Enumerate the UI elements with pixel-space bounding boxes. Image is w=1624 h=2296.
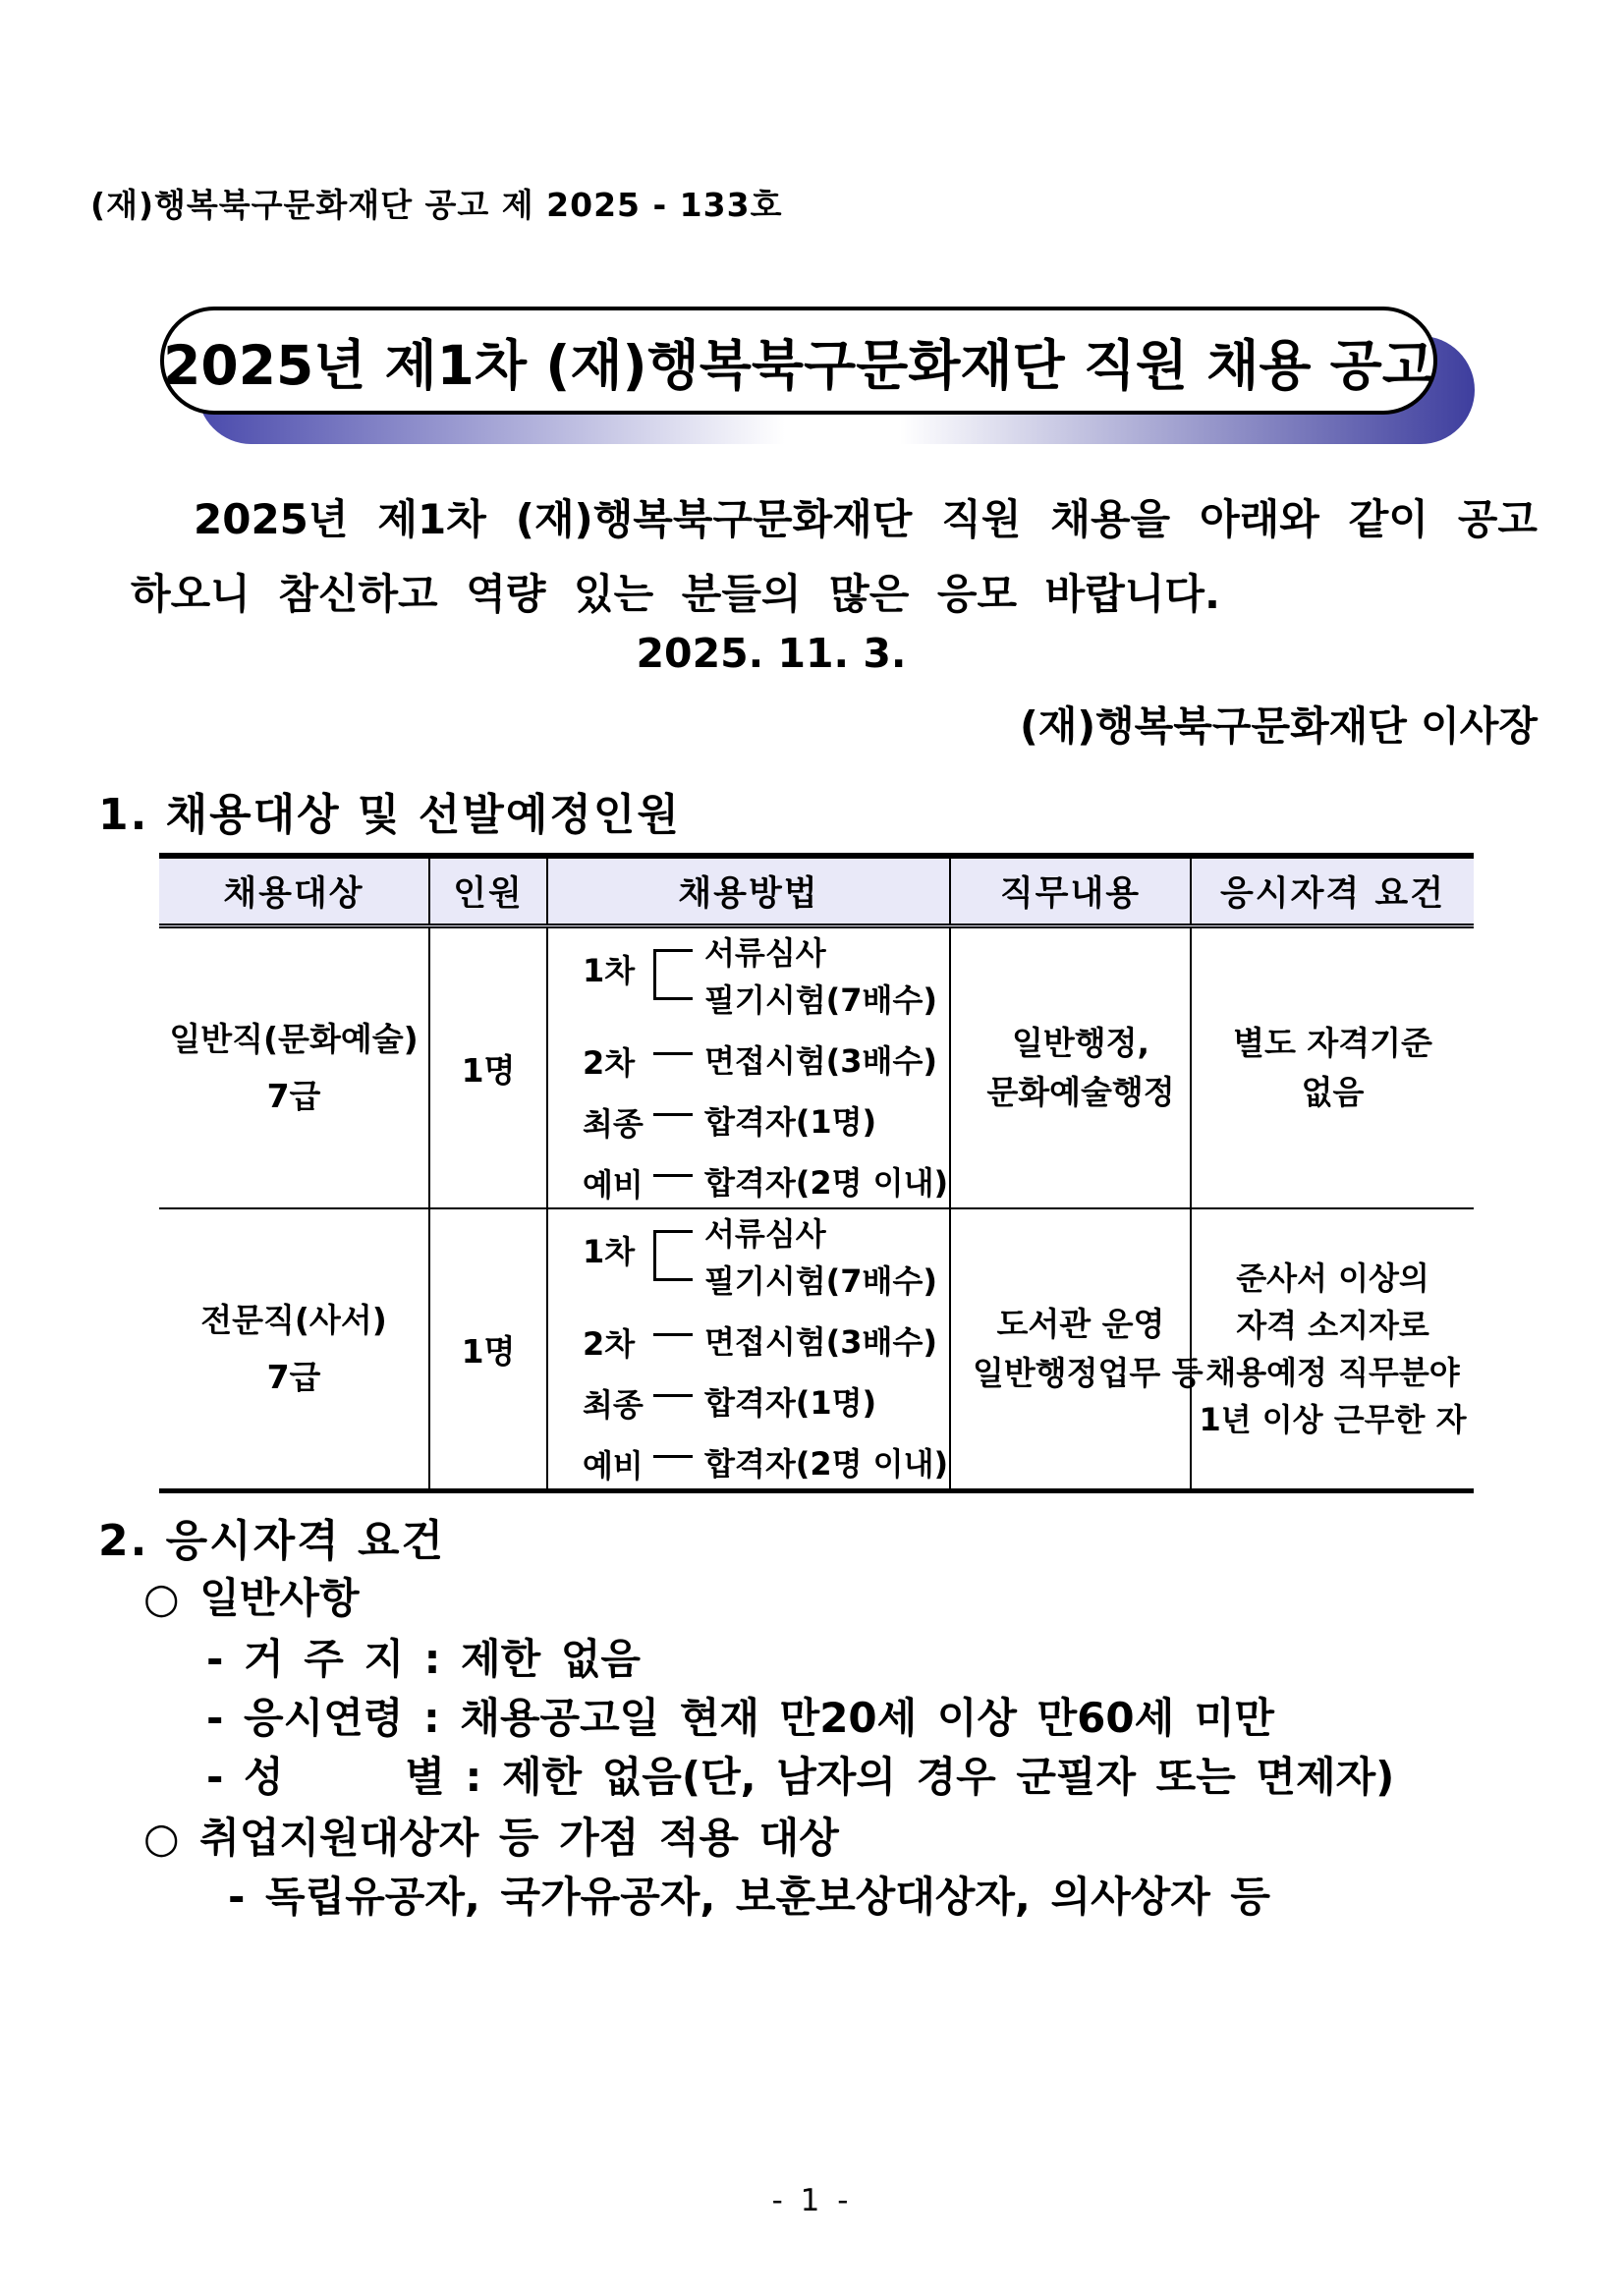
dash-connector xyxy=(653,1455,693,1458)
cell-duty: 도서관 운영 일반행정업무 등 xyxy=(950,1208,1191,1491)
dash-connector xyxy=(653,1113,693,1116)
dash-connector xyxy=(653,1394,693,1397)
announcement-date: 2025. 11. 3. xyxy=(636,630,907,677)
dash-connector xyxy=(653,1052,693,1055)
dash-connector xyxy=(653,1174,693,1177)
cell-method: 1차 서류심사 필기시험(7배수) 2차 면접시험(3배수) 최종 합격자(1명) 예비 합격자(2명 이내) xyxy=(547,926,950,1209)
cell-duty: 일반행정, 문화예술행정 xyxy=(950,926,1191,1209)
section2-item-age: - 응시연령 : 채용공고일 현재 만20세 이상 만60세 미만 xyxy=(206,1694,1274,1742)
section1-heading: 1. 채용대상 및 선발예정인원 xyxy=(98,790,681,840)
section2-item-residence: - 거 주 지 : 제한 없음 xyxy=(206,1635,641,1683)
table-row xyxy=(159,926,1474,1209)
method-reserve-label: 예비 xyxy=(583,1447,644,1484)
col-header-method: 채용방법 xyxy=(547,856,950,926)
bracket-connector xyxy=(653,1230,693,1281)
intro-line-1: 2025년 제1차 (재)행복북구문화재단 직원 채용을 아래와 같이 공고 xyxy=(194,495,1538,543)
cell-qualification: 별도 자격기준 없음 xyxy=(1191,926,1474,1209)
recruitment-table xyxy=(159,853,1474,1493)
method-reserve-label: 예비 xyxy=(583,1166,644,1204)
doc-number: (재)행복북구문화재단 공고 제 2025 - 133호 xyxy=(90,186,783,224)
section2-bonus-title: ○ 취업지원대상자 등 가점 적용 대상 xyxy=(143,1814,839,1862)
method-final-label: 최종 xyxy=(583,1386,644,1424)
col-header-qualification: 응시자격 요건 xyxy=(1191,856,1474,926)
table-header-row xyxy=(159,856,1474,926)
cell-target: 전문직(사서) 7급 xyxy=(159,1208,429,1491)
method-stage1-label: 1차 xyxy=(583,952,636,989)
method-stage2-label: 2차 xyxy=(583,1325,636,1363)
section2-bonus-item: - 독립유공자, 국가유공자, 보훈보상대상자, 의사상자 등 xyxy=(228,1873,1270,1921)
section2-item-gender: - 성 별 : 제한 없음(단, 남자의 경우 군필자 또는 면제자) xyxy=(206,1753,1395,1801)
page-number: - 1 - xyxy=(771,2183,853,2218)
col-header-duty: 직무내용 xyxy=(950,856,1191,926)
cell-qualification: 준사서 이상의 자격 소지자로 채용예정 직무분야 1년 이상 근무한 자 xyxy=(1191,1208,1474,1491)
page-title: 2025년 제1차 (재)행복북구문화재단 직원 채용 공고 xyxy=(160,307,1437,415)
dash-connector xyxy=(653,1333,693,1336)
method-stage2-label: 2차 xyxy=(583,1044,636,1082)
cell-count: 1명 xyxy=(429,926,547,1209)
col-header-count: 인원 xyxy=(429,856,547,926)
bracket-connector xyxy=(653,949,693,1000)
method-stage1-label: 1차 xyxy=(583,1233,636,1270)
cell-target: 일반직(문화예술) 7급 xyxy=(169,1020,419,1115)
section2-general-title: ○ 일반사항 xyxy=(143,1574,360,1622)
cell-count: 1명 xyxy=(429,1208,547,1491)
method-final-label: 최종 xyxy=(583,1105,644,1143)
col-header-target: 채용대상 xyxy=(159,856,429,926)
intro-line-2: 하오니 참신하고 역량 있는 분들의 많은 응모 바랍니다. xyxy=(131,570,1220,618)
cell-method: 1차 서류심사 필기시험(7배수) 2차 면접시험(3배수) 최종 합격자(1명) 예비 합격자(2명 이내) xyxy=(547,1208,950,1491)
table-row xyxy=(159,1208,1474,1491)
title-banner xyxy=(160,307,1437,415)
signer: (재)행복북구문화재단 이사장 xyxy=(1019,702,1538,750)
section2-heading: 2. 응시자격 요건 xyxy=(98,1516,445,1566)
